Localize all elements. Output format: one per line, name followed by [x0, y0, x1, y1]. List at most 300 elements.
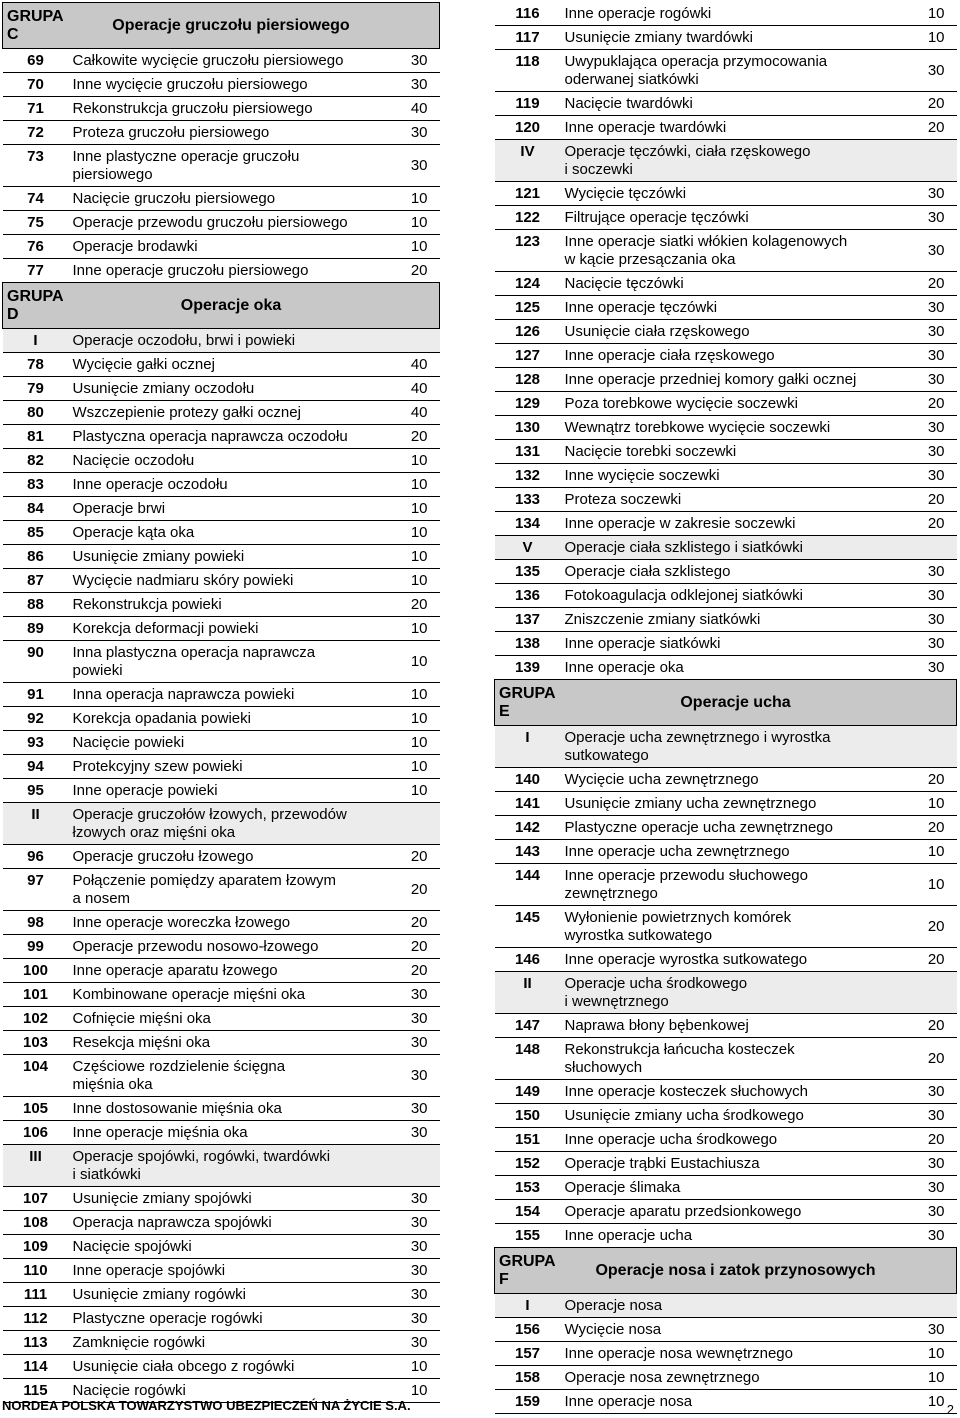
procedure-row: [495, 2, 957, 26]
procedure-name: Całkowite wycięcie gruczołu piersiowego: [69, 49, 394, 73]
procedure-row: [3, 593, 440, 617]
procedure-name: Inne operacje przedniej komory gałki ocznej: [561, 368, 911, 392]
procedure-name: Inne operacje przewodu słuchowego zewnętrznego: [561, 864, 911, 906]
procedure-name: Inne operacje tęczówki: [561, 296, 911, 320]
procedure-name: Protekcyjny szew powieki: [69, 755, 394, 779]
procedure-number: 125: [495, 296, 561, 320]
procedure-row: [3, 473, 440, 497]
procedure-number: 102: [3, 1007, 69, 1031]
procedure-name: Operacje ślimaka: [561, 1176, 911, 1200]
procedure-number: 88: [3, 593, 69, 617]
procedure-name: Operacje kąta oka: [69, 521, 394, 545]
procedure-number: 143: [495, 840, 561, 864]
procedure-row: [3, 983, 440, 1007]
procedure-value: [911, 972, 957, 1014]
procedure-value: 20: [394, 959, 440, 983]
subsection-title: Operacje ciała szklistego i siatkówki: [561, 536, 911, 560]
procedure-name: Inne operacje siatkówki: [561, 632, 911, 656]
procedure-number: 76: [3, 235, 69, 259]
procedure-name: Operacje brodawki: [69, 235, 394, 259]
procedure-row: [3, 235, 440, 259]
procedure-value: [911, 536, 957, 560]
procedure-value: 10: [394, 755, 440, 779]
procedure-row: [3, 449, 440, 473]
procedure-number: 105: [3, 1097, 69, 1121]
procedure-value: 30: [394, 1211, 440, 1235]
group-header-blank: [911, 1248, 957, 1294]
procedure-row: [495, 584, 957, 608]
procedure-number: 108: [3, 1211, 69, 1235]
procedure-number: 149: [495, 1080, 561, 1104]
procedure-number: 89: [3, 617, 69, 641]
procedure-number: 73: [3, 145, 69, 187]
procedure-value: 10: [394, 521, 440, 545]
procedure-number: 155: [495, 1224, 561, 1248]
procedure-number: 94: [3, 755, 69, 779]
procedure-value: 20: [394, 869, 440, 911]
procedure-value: 30: [394, 1331, 440, 1355]
procedure-row: [3, 1031, 440, 1055]
procedure-number: 100: [3, 959, 69, 983]
procedure-number: 112: [3, 1307, 69, 1331]
procedure-value: 10: [394, 707, 440, 731]
procedure-number: 98: [3, 911, 69, 935]
procedure-name: Operacje ciała szklistego: [561, 560, 911, 584]
subsection-row: [3, 1145, 440, 1187]
procedure-value: 10: [394, 683, 440, 707]
procedure-name: Inne wycięcie gruczołu piersiowego: [69, 73, 394, 97]
procedure-number: 116: [495, 2, 561, 26]
procedure-name: Plastyczne operacje rogówki: [69, 1307, 394, 1331]
procedure-number: 128: [495, 368, 561, 392]
procedure-name: Inne operacje ucha środkowego: [561, 1128, 911, 1152]
procedure-name: Operacja naprawcza spojówki: [69, 1211, 394, 1235]
page-number: 2: [946, 1402, 954, 1417]
procedure-value: 10: [911, 1390, 957, 1414]
procedure-number: 96: [3, 845, 69, 869]
procedure-row: [3, 187, 440, 211]
procedure-name: Resekcja mięśni oka: [69, 1031, 394, 1055]
procedure-row: [3, 731, 440, 755]
procedure-name: Nacięcie tęczówki: [561, 272, 911, 296]
subsection-number: I: [3, 329, 69, 353]
procedure-row: [3, 1307, 440, 1331]
procedure-value: 30: [911, 1318, 957, 1342]
procedure-number: 138: [495, 632, 561, 656]
procedure-number: 136: [495, 584, 561, 608]
procedure-number: 119: [495, 92, 561, 116]
procedure-value: 30: [394, 121, 440, 145]
group-label: GRUPA F: [495, 1248, 561, 1294]
procedure-name: Inne operacje mięśnia oka: [69, 1121, 394, 1145]
procedure-value: 30: [911, 1104, 957, 1128]
procedure-value: 30: [911, 344, 957, 368]
procedure-value: 30: [911, 230, 957, 272]
procedure-name: Plastyczne operacje ucha zewnętrznego: [561, 816, 911, 840]
procedure-row: [3, 935, 440, 959]
procedure-name: Usunięcie zmiany rogówki: [69, 1283, 394, 1307]
procedure-name: Inne operacje ucha: [561, 1224, 911, 1248]
procedure-value: 30: [394, 145, 440, 187]
procedure-number: 80: [3, 401, 69, 425]
procedure-value: 10: [394, 641, 440, 683]
procedure-name: Rekonstrukcja powieki: [69, 593, 394, 617]
procedure-row: [3, 683, 440, 707]
procedure-number: 74: [3, 187, 69, 211]
procedure-row: [495, 948, 957, 972]
procedure-number: 91: [3, 683, 69, 707]
procedure-name: Inne operacje spojówki: [69, 1259, 394, 1283]
procedure-name: Rekonstrukcja łańcucha kosteczek słuchowych: [561, 1038, 911, 1080]
procedure-row: [3, 49, 440, 73]
procedure-row: [495, 1014, 957, 1038]
procedure-name: Nacięcie twardówki: [561, 92, 911, 116]
procedure-row: [495, 840, 957, 864]
procedure-name: Usunięcie zmiany powieki: [69, 545, 394, 569]
group-title: Operacje oka: [69, 283, 394, 329]
group-title: Operacje ucha: [561, 680, 911, 726]
procedure-row: [495, 182, 957, 206]
procedure-row: [495, 416, 957, 440]
procedure-value: 10: [911, 1366, 957, 1390]
group-label: GRUPA D: [3, 283, 69, 329]
procedure-number: 148: [495, 1038, 561, 1080]
procedure-name: Inne operacje ucha zewnętrznego: [561, 840, 911, 864]
procedure-name: Wycięcie nadmiaru skóry powieki: [69, 569, 394, 593]
subsection-number: I: [495, 1294, 561, 1318]
procedure-number: 97: [3, 869, 69, 911]
procedure-value: 10: [394, 1379, 440, 1403]
procedure-value: 30: [911, 632, 957, 656]
procedure-value: 10: [911, 1342, 957, 1366]
procedure-value: 30: [911, 464, 957, 488]
procedure-value: 10: [394, 731, 440, 755]
procedure-value: 30: [394, 1097, 440, 1121]
procedure-row: [495, 26, 957, 50]
procedure-value: 30: [911, 440, 957, 464]
procedure-row: [495, 1104, 957, 1128]
procedure-row: [3, 845, 440, 869]
procedure-name: Inne operacje twardówki: [561, 116, 911, 140]
procedure-value: 20: [911, 948, 957, 972]
procedure-row: [3, 569, 440, 593]
procedure-value: 30: [911, 608, 957, 632]
subsection-number: II: [495, 972, 561, 1014]
procedure-value: 30: [911, 584, 957, 608]
procedure-value: 10: [394, 187, 440, 211]
procedure-row: [495, 864, 957, 906]
subsection-number: III: [3, 1145, 69, 1187]
procedure-number: 124: [495, 272, 561, 296]
procedure-value: 30: [394, 983, 440, 1007]
procedure-name: Proteza soczewki: [561, 488, 911, 512]
procedure-number: 120: [495, 116, 561, 140]
procedure-row: [495, 792, 957, 816]
procedure-value: [911, 1294, 957, 1318]
procedure-value: 30: [911, 368, 957, 392]
subsection-number: IV: [495, 140, 561, 182]
procedure-value: 20: [911, 906, 957, 948]
procedure-row: [495, 272, 957, 296]
procedure-number: 115: [3, 1379, 69, 1403]
procedure-number: 104: [3, 1055, 69, 1097]
subsection-title: Operacje ucha zewnętrznego i wyrostka sutkowatego: [561, 726, 911, 768]
procedure-value: 20: [911, 1014, 957, 1038]
procedure-name: Inne operacje woreczka łzowego: [69, 911, 394, 935]
procedure-number: 135: [495, 560, 561, 584]
procedure-name: Operacje nosa zewnętrznego: [561, 1366, 911, 1390]
procedure-number: 111: [3, 1283, 69, 1307]
procedure-row: [3, 377, 440, 401]
procedure-value: 20: [911, 816, 957, 840]
procedure-row: [3, 211, 440, 235]
procedure-value: 20: [911, 92, 957, 116]
procedure-name: Nacięcie torebki soczewki: [561, 440, 911, 464]
procedure-number: 83: [3, 473, 69, 497]
subsection-number: I: [495, 726, 561, 768]
procedure-number: 150: [495, 1104, 561, 1128]
procedure-name: Operacje aparatu przedsionkowego: [561, 1200, 911, 1224]
procedure-number: 78: [3, 353, 69, 377]
subsection-number: II: [3, 803, 69, 845]
procedure-row: [3, 97, 440, 121]
procedure-number: 139: [495, 656, 561, 680]
left-table-body: [3, 3, 440, 1403]
procedure-value: 10: [394, 617, 440, 641]
right-table-body: [495, 2, 957, 1414]
procedure-value: 30: [394, 73, 440, 97]
procedure-row: [495, 816, 957, 840]
procedure-value: 10: [911, 26, 957, 50]
procedure-value: 30: [394, 1307, 440, 1331]
procedure-row: [495, 906, 957, 948]
procedure-row: [495, 344, 957, 368]
procedure-row: [3, 73, 440, 97]
procedure-value: 20: [911, 768, 957, 792]
procedure-row: [495, 368, 957, 392]
footer-company: NORDEA POLSKA TOWARZYSTWO UBEZPIECZEŃ NA ŻYCIE S.A.: [2, 1398, 411, 1413]
procedure-value: 10: [394, 497, 440, 521]
procedure-row: [3, 911, 440, 935]
subsection-row: [495, 536, 957, 560]
procedure-row: [495, 1366, 957, 1390]
procedure-name: Wyłonienie powietrznych komórek wyrostka sutkowatego: [561, 906, 911, 948]
procedure-value: 10: [394, 211, 440, 235]
procedure-value: 30: [911, 1176, 957, 1200]
subsection-row: [495, 726, 957, 768]
procedure-number: 82: [3, 449, 69, 473]
procedure-number: 153: [495, 1176, 561, 1200]
procedure-name: Inne operacje powieki: [69, 779, 394, 803]
procedure-row: [3, 121, 440, 145]
procedure-name: Inne operacje wyrostka sutkowatego: [561, 948, 911, 972]
procedure-name: Operacje przewodu gruczołu piersiowego: [69, 211, 394, 235]
procedure-name: Poza torebkowe wycięcie soczewki: [561, 392, 911, 416]
procedure-name: Korekcja deformacji powieki: [69, 617, 394, 641]
procedure-name: Inne operacje kosteczek słuchowych: [561, 1080, 911, 1104]
procedure-name: Usunięcie zmiany ucha zewnętrznego: [561, 792, 911, 816]
procedure-value: 10: [911, 792, 957, 816]
procedure-name: Usunięcie zmiany ucha środkowego: [561, 1104, 911, 1128]
procedure-number: 157: [495, 1342, 561, 1366]
procedure-number: 77: [3, 259, 69, 283]
procedure-number: 121: [495, 182, 561, 206]
procedure-number: 113: [3, 1331, 69, 1355]
procedure-row: [3, 1097, 440, 1121]
procedure-name: Wewnątrz torebkowe wycięcie soczewki: [561, 416, 911, 440]
procedure-value: 30: [394, 1187, 440, 1211]
procedure-value: 40: [394, 377, 440, 401]
procedure-number: 99: [3, 935, 69, 959]
procedure-name: Operacje przewodu nosowo-łzowego: [69, 935, 394, 959]
procedure-number: 101: [3, 983, 69, 1007]
procedure-row: [495, 1390, 957, 1414]
procedure-value: 30: [911, 296, 957, 320]
subsection-title: Operacje oczodołu, brwi i powieki: [69, 329, 394, 353]
group-header-blank: [911, 680, 957, 726]
procedure-row: [3, 707, 440, 731]
procedure-value: 30: [394, 49, 440, 73]
procedure-number: 109: [3, 1235, 69, 1259]
procedure-name: Zamknięcie rogówki: [69, 1331, 394, 1355]
procedure-number: 114: [3, 1355, 69, 1379]
procedure-name: Nacięcie powieki: [69, 731, 394, 755]
procedure-row: [3, 779, 440, 803]
procedure-row: [495, 1080, 957, 1104]
procedure-number: 103: [3, 1031, 69, 1055]
procedure-value: 30: [911, 560, 957, 584]
procedure-name: Inne plastyczne operacje gruczołu piersiowego: [69, 145, 394, 187]
procedure-row: [495, 464, 957, 488]
subsection-row: [3, 803, 440, 845]
procedure-number: 123: [495, 230, 561, 272]
subsection-row: [495, 140, 957, 182]
procedure-value: 10: [911, 2, 957, 26]
procedure-number: 85: [3, 521, 69, 545]
procedure-value: 10: [394, 569, 440, 593]
procedure-number: 69: [3, 49, 69, 73]
procedure-value: 20: [911, 1128, 957, 1152]
procedure-value: 20: [911, 512, 957, 536]
procedure-number: 147: [495, 1014, 561, 1038]
procedure-number: 140: [495, 768, 561, 792]
procedure-number: 131: [495, 440, 561, 464]
procedure-value: 20: [911, 392, 957, 416]
procedure-value: 20: [911, 116, 957, 140]
group-header-row: [495, 680, 957, 726]
procedure-number: 117: [495, 26, 561, 50]
procedure-name: Inne operacje siatki włókien kolagenowych w kącie przesączania oka: [561, 230, 911, 272]
procedure-name: Usunięcie ciała obcego z rogówki: [69, 1355, 394, 1379]
procedure-row: [495, 768, 957, 792]
procedure-number: 118: [495, 50, 561, 92]
procedure-row: [495, 1128, 957, 1152]
procedure-value: 20: [911, 488, 957, 512]
procedure-value: 10: [394, 545, 440, 569]
procedure-name: Inne operacje oka: [561, 656, 911, 680]
procedure-name: Inne operacje gruczołu piersiowego: [69, 259, 394, 283]
procedure-row: [495, 1342, 957, 1366]
procedure-row: [3, 1121, 440, 1145]
procedure-value: 20: [394, 593, 440, 617]
procedure-name: Połączenie pomiędzy aparatem łzowym a nosem: [69, 869, 394, 911]
procedure-row: [3, 1007, 440, 1031]
procedure-name: Inne operacje ciała rzęskowego: [561, 344, 911, 368]
procedure-value: 10: [394, 473, 440, 497]
procedure-name: Inne dostosowanie mięśnia oka: [69, 1097, 394, 1121]
procedure-row: [495, 296, 957, 320]
procedure-number: 86: [3, 545, 69, 569]
procedure-name: Usunięcie zmiany oczodołu: [69, 377, 394, 401]
procedure-number: 142: [495, 816, 561, 840]
procedure-row: [3, 425, 440, 449]
procedure-value: 10: [394, 1355, 440, 1379]
procedure-value: 30: [911, 1224, 957, 1248]
procedure-number: 70: [3, 73, 69, 97]
procedure-name: Inne operacje nosa: [561, 1390, 911, 1414]
group-label: GRUPA E: [495, 680, 561, 726]
procedure-number: 132: [495, 464, 561, 488]
procedure-name: Operacje brwi: [69, 497, 394, 521]
procedure-number: 84: [3, 497, 69, 521]
procedure-row: [3, 1283, 440, 1307]
procedure-value: 30: [911, 320, 957, 344]
procedure-number: 110: [3, 1259, 69, 1283]
procedure-name: Nacięcie oczodołu: [69, 449, 394, 473]
procedure-number: 126: [495, 320, 561, 344]
group-title: Operacje gruczołu piersiowego: [69, 3, 394, 49]
procedure-value: 30: [911, 1200, 957, 1224]
procedure-value: 30: [394, 1031, 440, 1055]
procedure-name: Inne operacje oczodołu: [69, 473, 394, 497]
procedure-number: 95: [3, 779, 69, 803]
procedure-name: Usunięcie ciała rzęskowego: [561, 320, 911, 344]
procedure-name: Inne operacje aparatu łzowego: [69, 959, 394, 983]
procedure-number: 92: [3, 707, 69, 731]
group-header-row: [495, 1248, 957, 1294]
procedure-row: [3, 1235, 440, 1259]
procedure-value: 20: [394, 425, 440, 449]
procedure-name: Nacięcie gruczołu piersiowego: [69, 187, 394, 211]
procedure-name: Fotokoagulacja odklejonej siatkówki: [561, 584, 911, 608]
procedure-name: Wszczepienie protezy gałki ocznej: [69, 401, 394, 425]
procedure-name: Wycięcie tęczówki: [561, 182, 911, 206]
procedure-number: 90: [3, 641, 69, 683]
procedure-number: 146: [495, 948, 561, 972]
group-header-row: [3, 3, 440, 49]
procedure-row: [3, 1259, 440, 1283]
procedure-name: Inne wycięcie soczewki: [561, 464, 911, 488]
procedure-row: [3, 1211, 440, 1235]
procedure-name: Częściowe rozdzielenie ścięgna mięśnia oka: [69, 1055, 394, 1097]
procedure-row: [495, 488, 957, 512]
procedure-value: [394, 329, 440, 353]
procedure-number: 79: [3, 377, 69, 401]
procedure-value: 40: [394, 353, 440, 377]
procedure-number: 93: [3, 731, 69, 755]
procedure-name: Nacięcie rogówki: [69, 1379, 394, 1403]
group-header-row: [3, 283, 440, 329]
subsection-title: Operacje tęczówki, ciała rzęskowego i soczewki: [561, 140, 911, 182]
group-header-blank: [394, 3, 440, 49]
procedure-name: Operacje gruczołu łzowego: [69, 845, 394, 869]
procedure-number: 145: [495, 906, 561, 948]
procedure-row: [3, 521, 440, 545]
procedure-number: 144: [495, 864, 561, 906]
procedure-value: 20: [394, 259, 440, 283]
procedure-row: [3, 1187, 440, 1211]
procedure-number: 71: [3, 97, 69, 121]
